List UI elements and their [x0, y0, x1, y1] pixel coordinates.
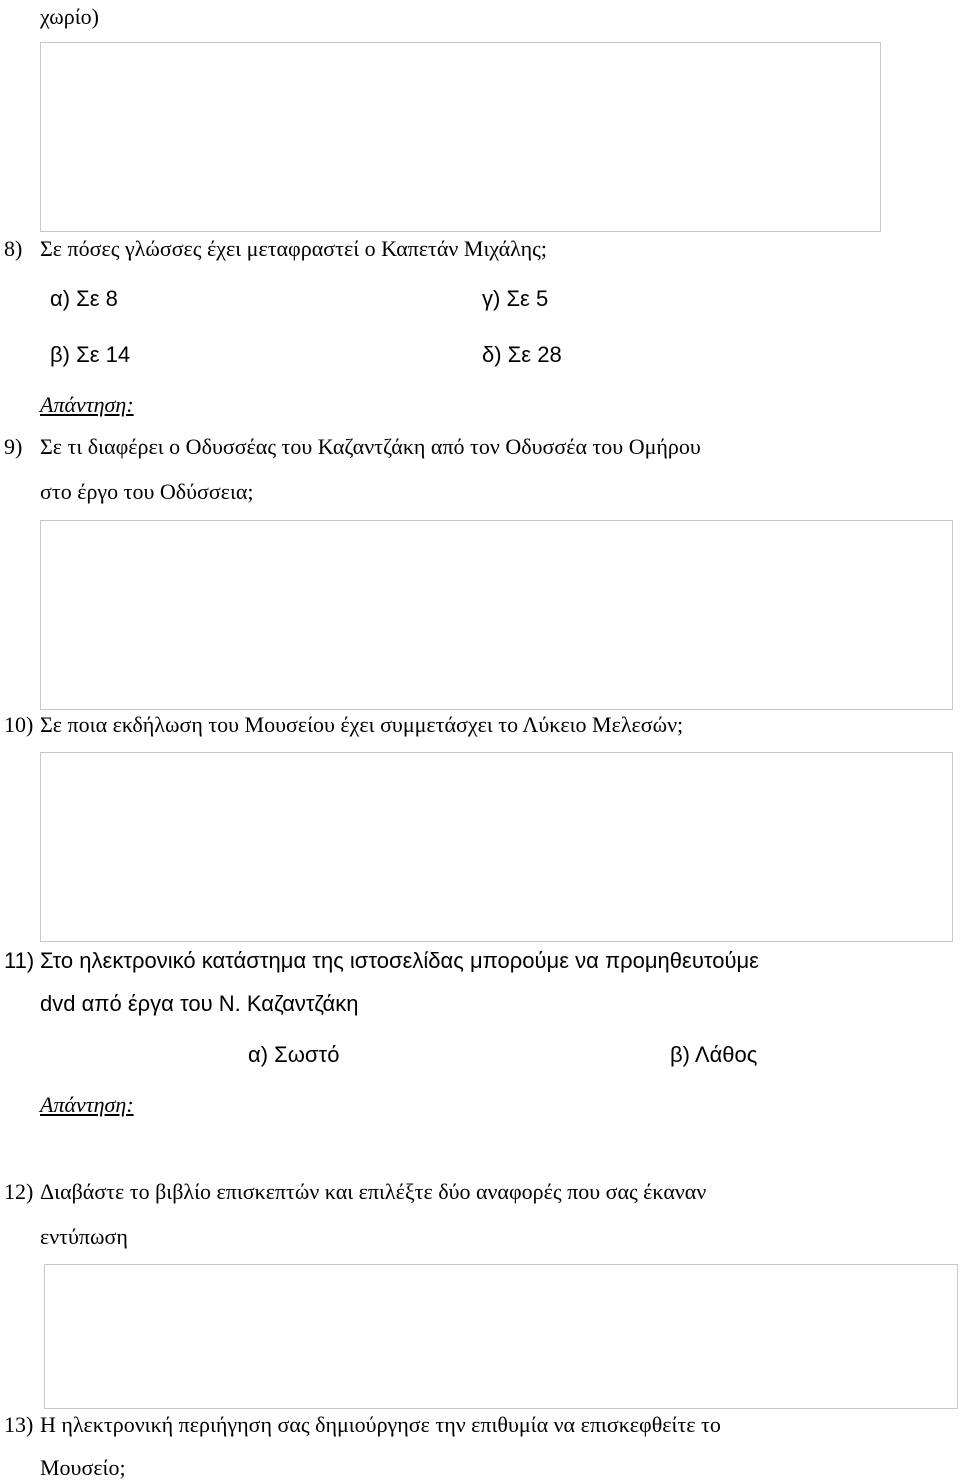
text-fragment: χωρίο)	[40, 4, 99, 29]
question-text-line-1: Σε τι διαφέρει ο Οδυσσέας του Καζαντζάκη από τον Οδυσσέα του Ομήρου	[40, 434, 701, 459]
option-b[interactable]: β) Σε 14	[50, 342, 131, 367]
answer-label: Απάντηση:	[40, 1092, 134, 1117]
question-text: Σε πόσες γλώσσες έχει μεταφραστεί ο Καπετάν Μιχάλης;	[40, 236, 547, 261]
question-number: 13)	[4, 1412, 34, 1437]
question-text-line-1: Διαβάστε το βιβλίο επισκεπτών και επιλέξτε δύο αναφορές που σας έκαναν	[40, 1179, 707, 1204]
question-number: 9)	[4, 434, 23, 459]
answer-box-q9[interactable]	[40, 520, 953, 710]
question-text-line-2: στο έργο του Οδύσσεια;	[40, 479, 254, 504]
answer-box-q10[interactable]	[40, 752, 953, 942]
question-number: 10)	[4, 712, 34, 737]
question-text-line-2: Μουσείο;	[40, 1455, 126, 1480]
answer-label: Απάντηση:	[40, 392, 134, 417]
answer-box-q7[interactable]	[40, 42, 881, 232]
question-text: Σε ποια εκδήλωση του Μουσείου έχει συμμετάσχει το Λύκειο Μελεσών;	[40, 712, 684, 737]
option-a[interactable]: α) Σωστό	[248, 1042, 340, 1067]
question-number: 12)	[4, 1179, 34, 1204]
question-number: 8)	[4, 236, 23, 261]
question-text-line-1: Στο ηλεκτρονικό κατάστημα της ιστοσελίδας μπορούμε να προμηθευτούμε	[40, 948, 759, 973]
option-d[interactable]: δ) Σε 28	[482, 342, 562, 367]
option-g[interactable]: γ) Σε 5	[482, 286, 549, 311]
answer-box-q12[interactable]	[44, 1264, 958, 1409]
question-number: 11)	[4, 948, 35, 973]
option-b[interactable]: β) Λάθος	[670, 1042, 758, 1067]
option-a[interactable]: α) Σε 8	[50, 286, 118, 311]
question-text-line-1: Η ηλεκτρονική περιήγηση σας δημιούργησε την επιθυμία να επισκεφθείτε το	[40, 1412, 721, 1437]
question-text-line-2: εντύπωση	[40, 1224, 128, 1249]
question-text-line-2: dvd από έργα του Ν. Καζαντζάκη	[40, 991, 359, 1016]
